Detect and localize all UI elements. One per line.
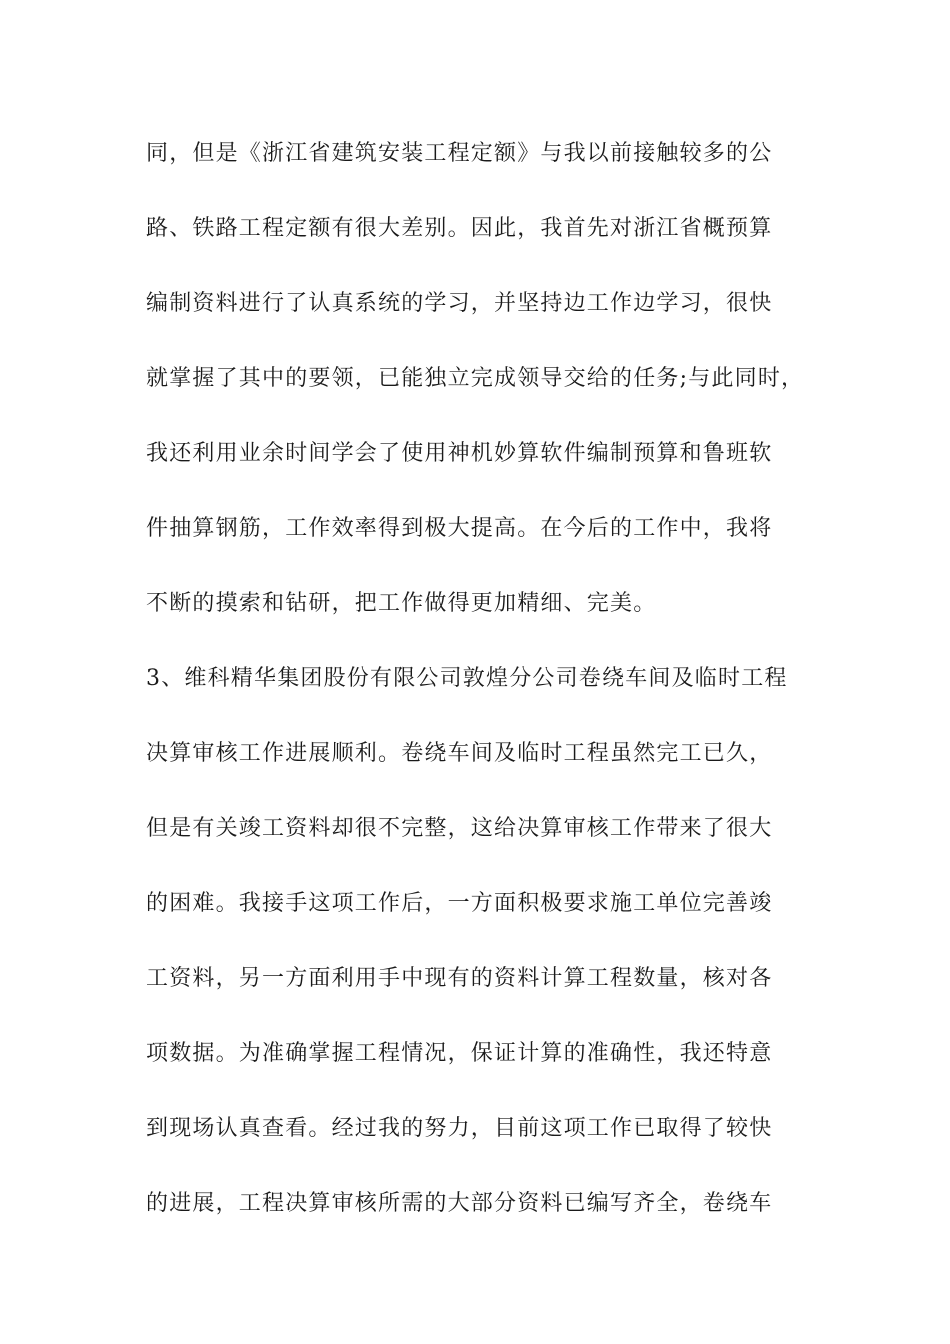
text-line: 路、铁路工程定额有很大差别。因此，我首先对浙江省概预算 [146,216,773,241]
text-line: 工资料，另一方面利用手中现有的资料计算工程数量，核对各 [146,966,773,991]
text-line: 的困难。我接手这项工作后，一方面积极要求施工单位完善竣 [146,891,773,916]
text-line: 3、维科精华集团股份有限公司敦煌分公司卷绕车间及临时工程 [146,666,788,691]
text-line: 编制资料进行了认真系统的学习，并坚持边工作边学习，很快 [146,291,773,316]
text-line: 但是有关竣工资料却很不完整，这给决算审核工作带来了很大 [146,816,773,841]
text-line: 不断的摸索和钻研，把工作做得更加精细、完美。 [146,591,657,616]
text-line: 我还利用业余时间学会了使用神机妙算软件编制预算和鲁班软 [146,441,773,466]
body-text [146,131,826,1256]
text-line: 到现场认真查看。经过我的努力，目前这项工作已取得了较快 [146,1116,773,1141]
text-line: 的进展，工程决算审核所需的大部分资料已编写齐全，卷绕车 [146,1191,773,1216]
text-line: 决算审核工作进展顺利。卷绕车间及临时工程虽然完工已久， [146,741,773,766]
text-line: 项数据。为准确掌握工程情况，保证计算的准确性，我还特意 [146,1041,773,1066]
text-line: 同，但是《浙江省建筑安装工程定额》与我以前接触较多的公 [146,141,773,166]
text-line: 就掌握了其中的要领，已能独立完成领导交给的任务;与此同时， [146,366,805,391]
text-line: 件抽算钢筋，工作效率得到极大提高。在今后的工作中，我将 [146,516,773,541]
